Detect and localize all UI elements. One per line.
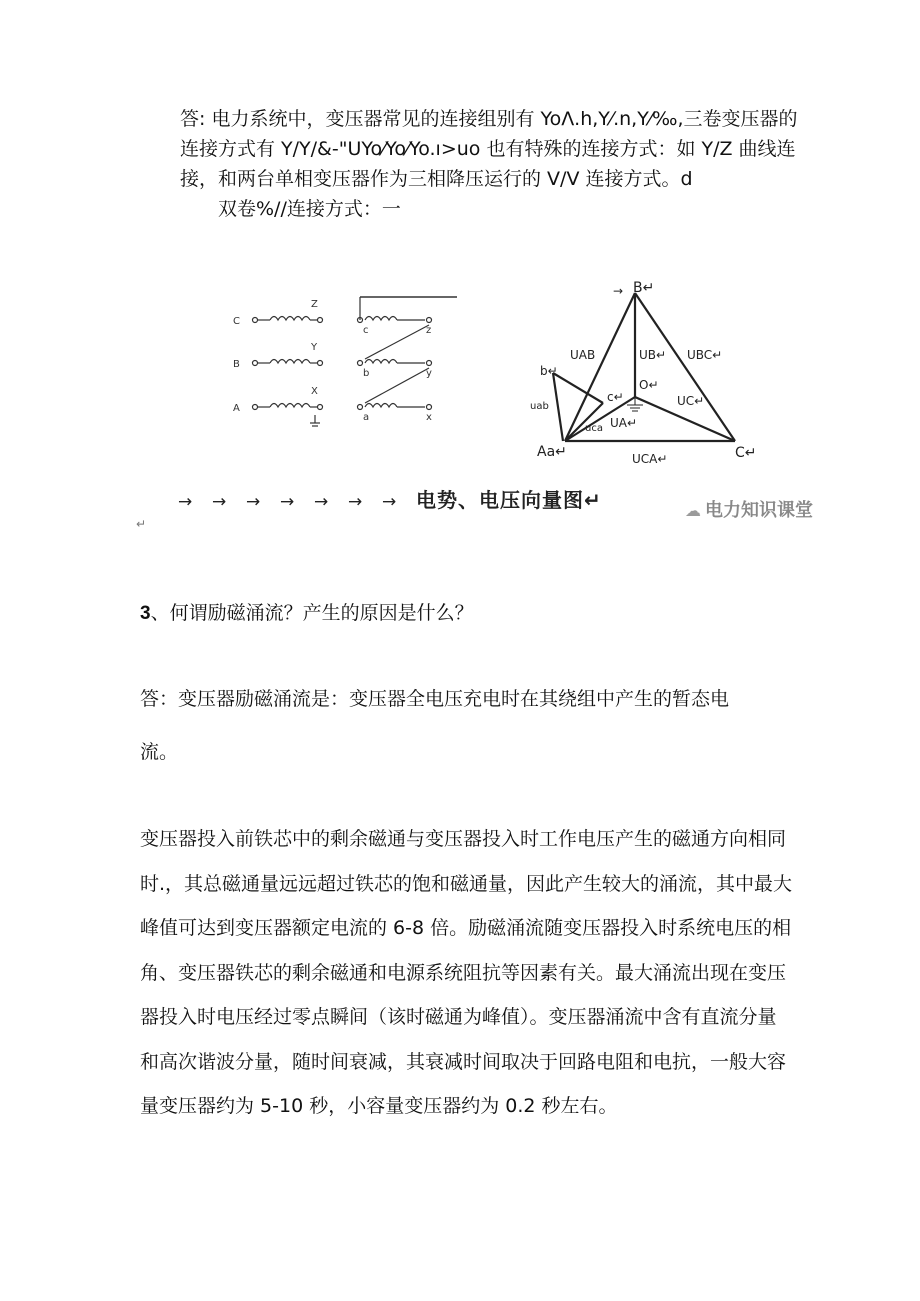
- vector-label-b: b↵: [540, 364, 558, 378]
- vector-triangle: [553, 293, 735, 441]
- body-line: 峰值可达到变压器额定电流的 6-8 倍。励磁涌流随变压器投入时系统电压的相: [140, 917, 792, 939]
- vector-label-c: c↵: [607, 390, 624, 404]
- caption-arrow: →: [348, 492, 363, 512]
- winding-label-A: A: [233, 403, 240, 414]
- vector-label-UA: UA↵: [610, 416, 638, 430]
- caption-arrow: →: [246, 492, 261, 512]
- body-line: 时.，其总磁通量远远超过铁芯的饱和磁通量，因此产生较大的涌流，其中最大: [140, 872, 793, 895]
- winding-label-Y: Y: [311, 342, 318, 353]
- vector-label-C: C↵: [735, 445, 757, 461]
- answer-intro-line-2: 连接方式有 Y/Y/&-"UYo⁄Yo⁄Yo.ı>uo 也有特殊的连接方式：如 Y/Z 曲线连: [180, 138, 796, 160]
- answer-3-body: [140, 817, 840, 1129]
- winding-connection-diagram: [253, 297, 458, 426]
- vector-label-arrow: →: [613, 284, 624, 298]
- vector-label-UBC: UBC↵: [687, 348, 723, 362]
- caption-arrow: →: [212, 492, 227, 512]
- watermark-icon: ☁: [685, 501, 701, 520]
- question-3-heading: [140, 598, 474, 625]
- vector-label-uca: uca: [585, 423, 603, 434]
- question-text: 、何谓励磁涌流？产生的原因是什么？: [150, 602, 474, 624]
- watermark-text: 电力知识课堂: [705, 500, 813, 521]
- vector-labels: [530, 280, 757, 466]
- caption-arrow: →: [382, 492, 397, 512]
- right-coil-a: [358, 404, 432, 410]
- answer-intro-line-3: 接，和两台单相变压器作为三相降压运行的 V/V 连接方式。d: [180, 168, 693, 190]
- watermark: [685, 496, 813, 522]
- right-coil-c: [358, 317, 432, 323]
- body-line: 和高次谐波分量，随时间衰减，其衰减时间取决于回路电阻和电抗，一般大容: [140, 1050, 787, 1073]
- answer-intro-subline: 双卷%//连接方式：一: [218, 198, 401, 220]
- winding-label-X: X: [311, 386, 318, 397]
- vector-label-UCA: UCA↵: [632, 452, 668, 466]
- answer-intro: [180, 104, 798, 224]
- winding-labels: [233, 299, 432, 423]
- winding-label-z: z: [426, 325, 432, 336]
- winding-label-x: x: [426, 412, 432, 423]
- caption-arrow: →: [280, 492, 295, 512]
- winding-vector-diagram: [225, 275, 785, 475]
- winding-label-Z: Z: [311, 299, 318, 310]
- return-mark: ↵: [136, 517, 147, 531]
- left-coil-c: [253, 317, 323, 323]
- vector-label-Aa: Aa↵: [537, 444, 567, 460]
- caption-arrow: →: [314, 492, 329, 512]
- body-line: 器投入时电压经过零点瞬间（该时磁通为峰值）。变压器涌流中含有直流分量: [140, 1006, 777, 1028]
- answer-intro-line-1: 答: 电力系统中，变压器常见的连接组别有 YoΛ.h,Y⁄.n,Y⁄‰,三卷变压器的: [180, 108, 798, 130]
- winding-label-B: B: [233, 359, 240, 370]
- answer-3-line-1: 答：变压器励磁涌流是：变压器全电压充电时在其绕组中产生的暂态电: [140, 688, 730, 710]
- winding-label-c: c: [363, 325, 369, 336]
- vector-label-UC: UC↵: [677, 394, 705, 408]
- vector-label-uab: uab: [530, 401, 549, 412]
- vector-label-UAB: UAB: [570, 348, 596, 362]
- left-coil-a: [253, 404, 323, 427]
- winding-label-b: b: [363, 368, 370, 379]
- body-line: 变压器投入前铁芯中的剩余磁通与变压器投入时工作电压产生的磁通方向相同: [140, 828, 787, 850]
- winding-label-C: C: [233, 316, 240, 327]
- body-line: 量变压器约为 5-10 秒，小容量变压器约为 0.2 秒左右。: [140, 1095, 618, 1117]
- caption-arrow: →: [178, 492, 193, 512]
- right-coil-b: [358, 360, 432, 366]
- vector-label-O: O↵: [639, 378, 659, 392]
- body-line: 角、变压器铁芯的剩余磁通和电源系统阻抗等因素有关。最大涌流出现在变压: [140, 961, 787, 984]
- left-coil-b: [253, 360, 323, 366]
- winding-label-y: y: [426, 368, 432, 379]
- diagram-caption-row: [178, 484, 602, 513]
- vector-label-B: B↵: [633, 280, 655, 296]
- answer-3-line-2: 流。: [140, 741, 179, 763]
- winding-label-a: a: [363, 412, 370, 423]
- diagram-caption: 电势、电压向量图↵: [416, 488, 602, 512]
- question-number: 3: [140, 603, 151, 624]
- vector-label-UB: UB↵: [639, 348, 667, 362]
